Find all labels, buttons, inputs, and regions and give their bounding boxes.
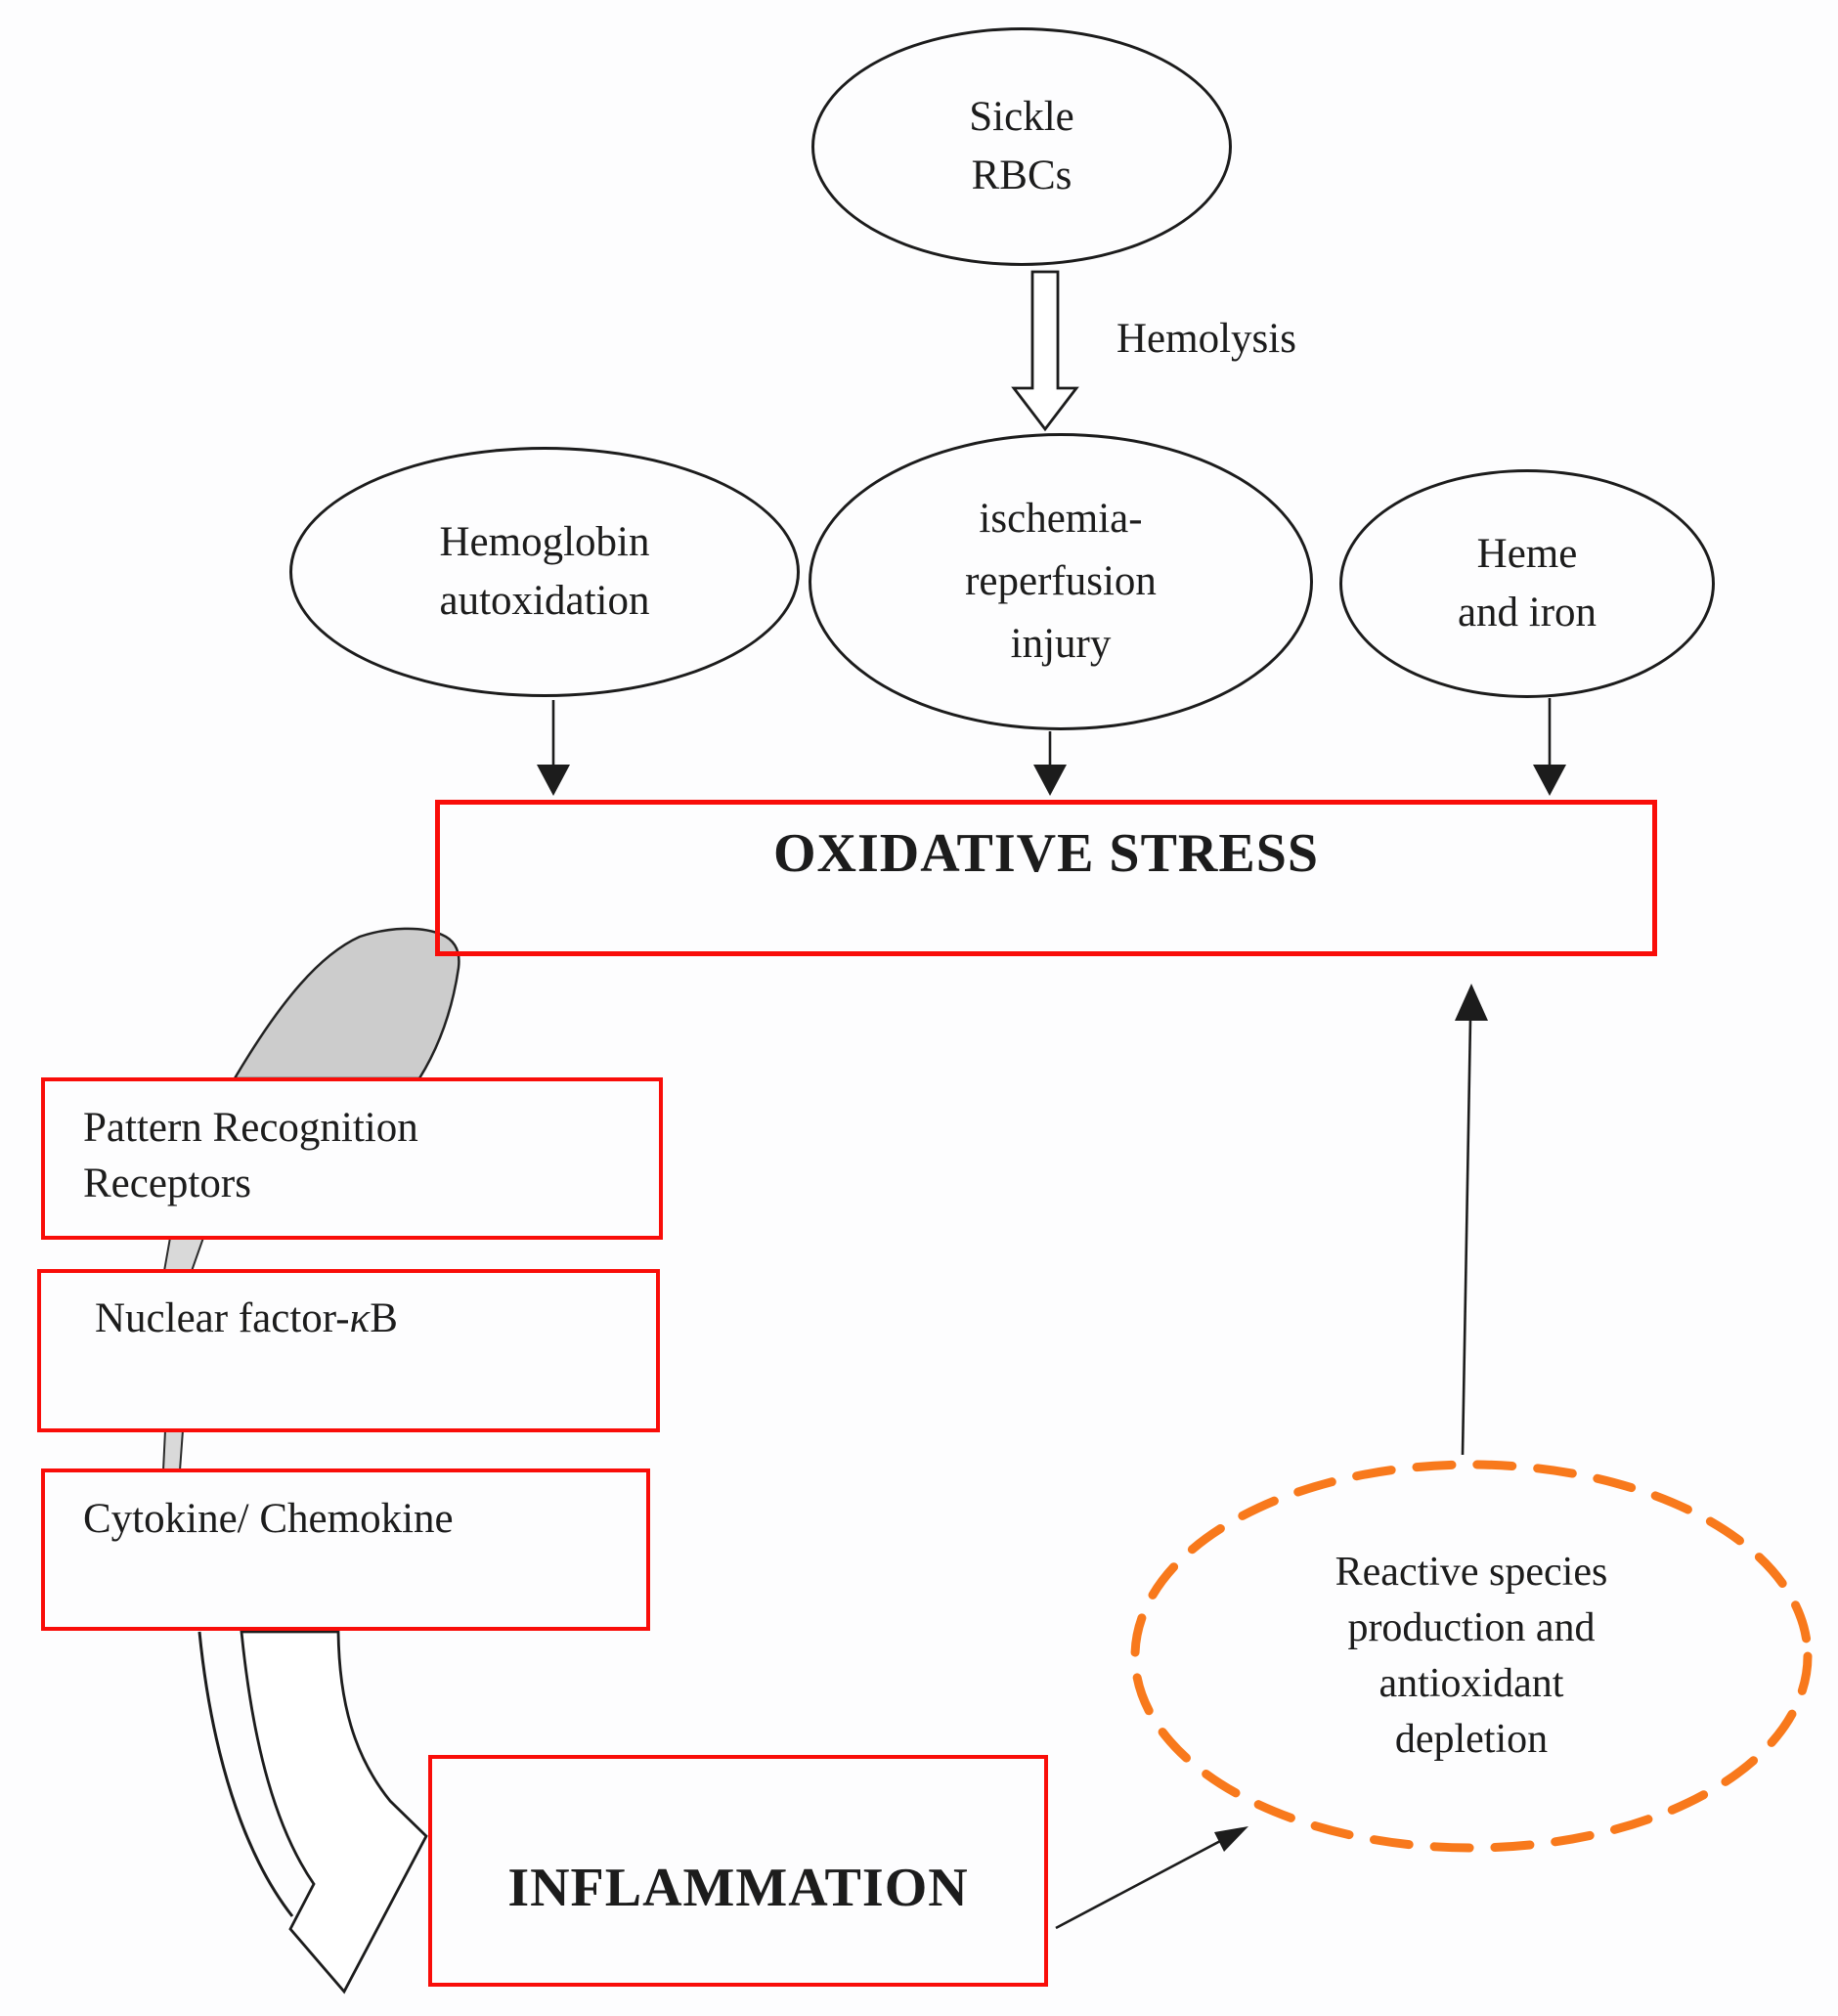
- inflammation-box: [428, 1755, 1048, 1987]
- heme-to-oxidative-arrow: [1533, 698, 1566, 796]
- reactive-label-line1: Reactive species: [1335, 1550, 1608, 1595]
- reactive-label-line2: production and: [1347, 1605, 1596, 1650]
- kappa-glyph: κ: [349, 1295, 371, 1341]
- cytokine-to-inflammation-arrow: [241, 1632, 426, 1992]
- inflammation-label: INFLAMMATION: [507, 1858, 969, 1918]
- cytokine-chemokine-box: [41, 1468, 650, 1631]
- oxidative-stress-box: [435, 800, 1657, 956]
- hemoglobin-label-line2: autoxidation: [439, 578, 650, 624]
- nfkb-label: Nuclear factor-κB: [95, 1295, 398, 1341]
- reactive-label-line3: antioxidant: [1378, 1661, 1564, 1706]
- heme-label-line2: and iron: [1457, 590, 1597, 635]
- nfkb-to-cytokine-connector: [163, 1430, 183, 1470]
- nuclear-factor-kb-box: [37, 1269, 660, 1432]
- ischemia-label-line3: injury: [1010, 621, 1112, 667]
- hemolysis-label: Hemolysis: [1116, 316, 1296, 362]
- hemoglobin-autoxidation-ellipse: [289, 447, 800, 697]
- prr-label-line1: Pattern Recognition: [83, 1105, 418, 1151]
- ischemia-label-line1: ischemia-: [979, 496, 1143, 542]
- heme-iron-ellipse: [1339, 469, 1715, 698]
- prr-to-nfkb-connector: [164, 1238, 203, 1271]
- reactive-species-label: [1135, 1465, 1808, 1848]
- prr-label-line2: Receptors: [83, 1161, 251, 1206]
- oxidative-stress-label: OXIDATIVE STRESS: [772, 823, 1320, 884]
- ischemia-label-line2: reperfusion: [965, 558, 1157, 604]
- reactive-label-line4: depletion: [1394, 1717, 1549, 1762]
- hemoglobin-to-oxidative-arrow: [537, 700, 570, 796]
- sickle-rbcs-label-line2: RBCs: [971, 153, 1072, 198]
- ischemia-reperfusion-ellipse: [809, 433, 1313, 730]
- ischemia-to-oxidative-arrow: [1033, 731, 1067, 796]
- hemolysis-arrow: [1014, 272, 1076, 429]
- reactive-to-oxidative-arrow: [1455, 984, 1488, 1455]
- heme-label-line1: Heme: [1476, 531, 1578, 577]
- sickle-rbcs-ellipse: [811, 27, 1232, 266]
- oxidative-to-prr-curved-arrow: [235, 929, 459, 1078]
- pattern-recognition-receptors-box: [41, 1077, 663, 1240]
- cytokine-label: Cytokine/ Chemokine: [83, 1496, 454, 1542]
- sickle-rbcs-label-line1: Sickle: [969, 94, 1074, 140]
- hemoglobin-label-line1: Hemoglobin: [439, 519, 650, 565]
